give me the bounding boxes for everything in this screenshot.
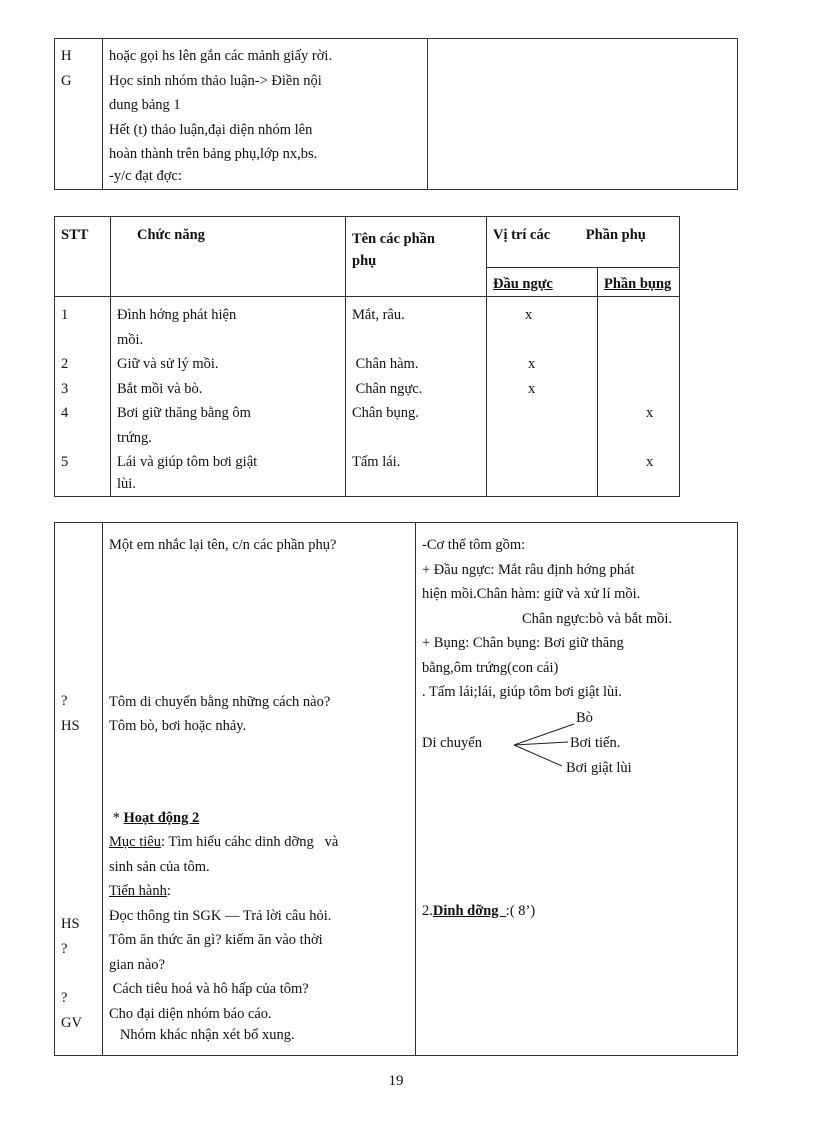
label: G xyxy=(61,72,72,89)
phan-bung-cell: x x xyxy=(598,297,680,497)
label: HS xyxy=(61,916,80,932)
text-line: Hết (t) thảo luận,đại diện nhóm lên xyxy=(109,121,313,138)
text-line: hoàn thành trên bảng phụ,lớp nx,bs. xyxy=(109,146,318,162)
branch-lines xyxy=(510,720,590,770)
page-number: 19 xyxy=(388,1073,404,1089)
table-continuation xyxy=(54,38,738,190)
question: Một em nhắc lại tên, c/n các phần phụ? xyxy=(109,537,337,553)
label-column xyxy=(55,39,103,190)
header-phan-bung: Phần bụng xyxy=(598,268,680,297)
dau-nguc-cell: x x x xyxy=(487,297,598,497)
header-ten-phan-phu: Tên các phần phụ xyxy=(346,217,487,297)
label: ? xyxy=(61,990,68,1006)
label: ? xyxy=(61,693,68,709)
label: ? xyxy=(61,940,68,957)
part-cell: Mắt, râu. Chân hàm. Chân ngực. Chân bụng. Tấm lái. xyxy=(346,297,487,497)
activity-heading: * Hoạt động 2 xyxy=(109,809,200,826)
header-dau-nguc: Đầu ngực xyxy=(487,268,598,297)
activity-column xyxy=(103,39,428,190)
branch-line-boi-giat-lui xyxy=(514,745,562,766)
label-column xyxy=(55,523,103,1056)
question: Tôm di chuyển bằng những cách nào? xyxy=(109,693,331,710)
header-vi-tri: Vị trí các Phần phụ xyxy=(487,217,680,268)
activity-table xyxy=(54,522,738,1056)
text-line: Học sinh nhóm thảo luận-> Điền nội xyxy=(109,72,322,89)
stt-cell: 1 2 3 4 5 xyxy=(55,297,111,497)
answer: Tôm bò, bơi hoặc nhảy. xyxy=(109,718,247,734)
movement-diagram xyxy=(422,705,737,785)
boi-tien-label: Bơi tiến. xyxy=(570,734,621,751)
header-stt: STT xyxy=(55,217,111,297)
label: H xyxy=(61,48,72,64)
text-line: -y/c đạt đợc: xyxy=(109,167,182,184)
function-cell: Đình hớng phát hiện mồi. Giữ và sử lý mồi. Bắt mồi và bò. Bơi giữ thăng bằng ôm trứng. Lái và giúp tôm bơi giật lùi. xyxy=(111,297,346,497)
label: HS xyxy=(61,717,80,734)
bo-label: Bò xyxy=(576,709,593,726)
content-column: -Cơ thể tôm gồm: + Đầu ngực: Mắt râu định hớng phát hiện mồi.Chân hàm: giữ và xử lí mồi. Chân ngực:bò và bắt mồi. + Bụng: Chân bụng: Bơi giữ thăng bằng,ôm trứng(con cái) . Tấm lái;lái, giúp tôm bơi giật lùi. Bò Di chuyển Bơi tiến. Bơi giật lùi 2.Dinh dỡng :( 8’) xyxy=(416,523,738,1056)
di-chuyen-label: Di chuyển xyxy=(422,734,482,751)
function-table xyxy=(54,216,680,497)
section-heading: 2.Dinh dỡng :( 8’) xyxy=(422,902,536,919)
objective: Mục tiêu: Tìm hiểu cáhc dinh dỡng và xyxy=(109,834,339,850)
header-chuc-nang: Chức năng xyxy=(111,217,346,297)
label: GV xyxy=(61,1014,82,1031)
text-line: dung bảng 1 xyxy=(109,97,181,113)
text-line: hoặc gọi hs lên gắn các mảnh giấy rời. xyxy=(109,48,333,64)
procedure: Tiến hành: xyxy=(109,883,171,899)
content-column xyxy=(428,39,738,190)
activity-column: Một em nhắc lại tên, c/n các phần phụ? Tôm di chuyển bằng những cách nào? Tôm bò, bơi hoặc nhảy. * Hoạt động 2 Mục tiêu: Tìm hiểu cáhc dinh dỡng và sinh sản của tôm. Tiến hành: Đọc thông tin SGK — Trả lời câu hỏi. Tôm ăn thức ăn gì? kiếm ăn vào thời gian nào? Cách tiêu hoá và hô hấp của tôm? Cho đại diện nhóm báo cáo. Nhóm khác nhận xét bổ xung. xyxy=(103,523,416,1056)
boi-giat-lui-label: Bơi giật lùi xyxy=(566,759,632,776)
